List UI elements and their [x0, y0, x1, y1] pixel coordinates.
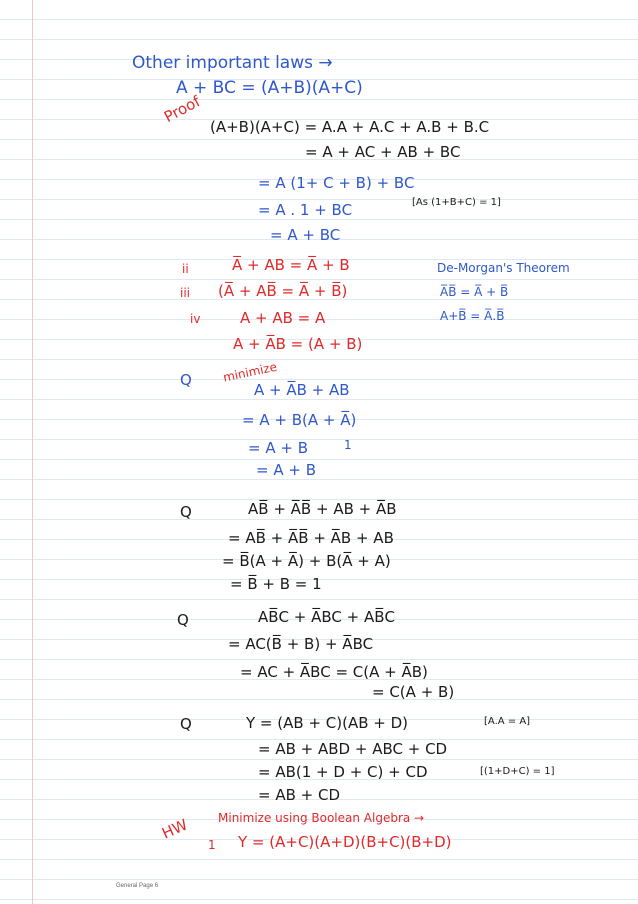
heading: Other important laws → — [132, 53, 333, 73]
page-margin-line — [32, 0, 33, 904]
identity-num-ii: ii — [182, 262, 189, 276]
demorgan-law-1: A̅B̅ = A̅ + B̅ — [440, 285, 509, 299]
q4-line-3: = AB(1 + D + C) + CD — [258, 763, 428, 781]
hw-number: 1 — [208, 838, 216, 852]
q4-note-2: [(1+D+C) = 1] — [480, 766, 555, 777]
q4-line-1: Y = (AB + C)(AB + D) — [246, 714, 409, 732]
q4-line-4: = AB + CD — [258, 786, 341, 804]
proof-note: [As (1+B+C) = 1] — [412, 197, 501, 208]
q1-note: 1 — [344, 438, 352, 452]
q3-label: Q — [177, 611, 189, 629]
q1-instruction: minimize — [221, 359, 279, 385]
identity-num-iv: iv — [190, 312, 201, 326]
identity-ii: A̅ + AB = A̅ + B — [232, 256, 350, 274]
proof-line-2: = A + AC + AB + BC — [305, 143, 461, 161]
law-statement: A + BC = (A+B)(A+C) — [176, 78, 363, 98]
q1-label: Q — [180, 371, 192, 389]
proof-line-1: (A+B)(A+C) = A.A + A.C + A.B + B.C — [210, 118, 490, 136]
q3-line-3: = AC + A̅BC = C(A + A̅B) — [240, 663, 428, 681]
q2-line-3: = B̅(A + A̅) + B(A̅ + A) — [222, 552, 391, 570]
hw-title: Minimize using Boolean Algebra → — [218, 811, 425, 825]
identity-v: A + A̅B = (A + B) — [233, 335, 363, 353]
proof-line-4: = A . 1 + BC — [258, 201, 353, 219]
identity-iv: A + AB = A — [240, 309, 326, 327]
q1-line-4: = A + B — [256, 461, 316, 479]
q4-line-2: = AB + ABD + ABC + CD — [258, 740, 448, 758]
identity-iii: (A̅ + AB̅ = A̅ + B̅) — [218, 282, 348, 300]
q1-line-2: = A + B(A + A̅) — [242, 411, 357, 429]
proof-label: Proof — [161, 92, 204, 127]
q2-line-4: = B̅ + B = 1 — [230, 575, 322, 593]
q2-label: Q — [180, 503, 192, 521]
q2-line-2: = AB̅ + A̅B̅ + A̅B + AB — [228, 529, 394, 547]
demorgan-law-2: A+B̅ = A̅.B̅ — [440, 309, 505, 323]
q2-line-1: AB̅ + A̅B̅ + AB + A̅B — [248, 500, 397, 518]
proof-line-5: = A + BC — [270, 226, 341, 244]
hw-label: HW — [159, 815, 191, 843]
q1-line-1: A + A̅B + AB — [254, 381, 350, 399]
q4-note-1: [A.A = A] — [484, 716, 531, 727]
hw-expression: Y = (A+C)(A+D)(B+C)(B+D) — [238, 833, 452, 851]
q1-line-3: = A + B — [248, 439, 308, 457]
demorgan-title: De-Morgan's Theorem — [437, 261, 570, 275]
identity-num-iii: iii — [180, 286, 191, 300]
q3-line-1: AB̅C + A̅BC + AB̅C — [258, 608, 396, 626]
q4-label: Q — [180, 715, 192, 733]
page-footer: General Page 6 — [116, 883, 159, 889]
proof-line-3: = A (1+ C + B) + BC — [258, 174, 415, 192]
q3-line-4: = C(A + B) — [372, 683, 455, 701]
q3-line-2: = AC(B̅ + B) + A̅BC — [228, 635, 374, 653]
